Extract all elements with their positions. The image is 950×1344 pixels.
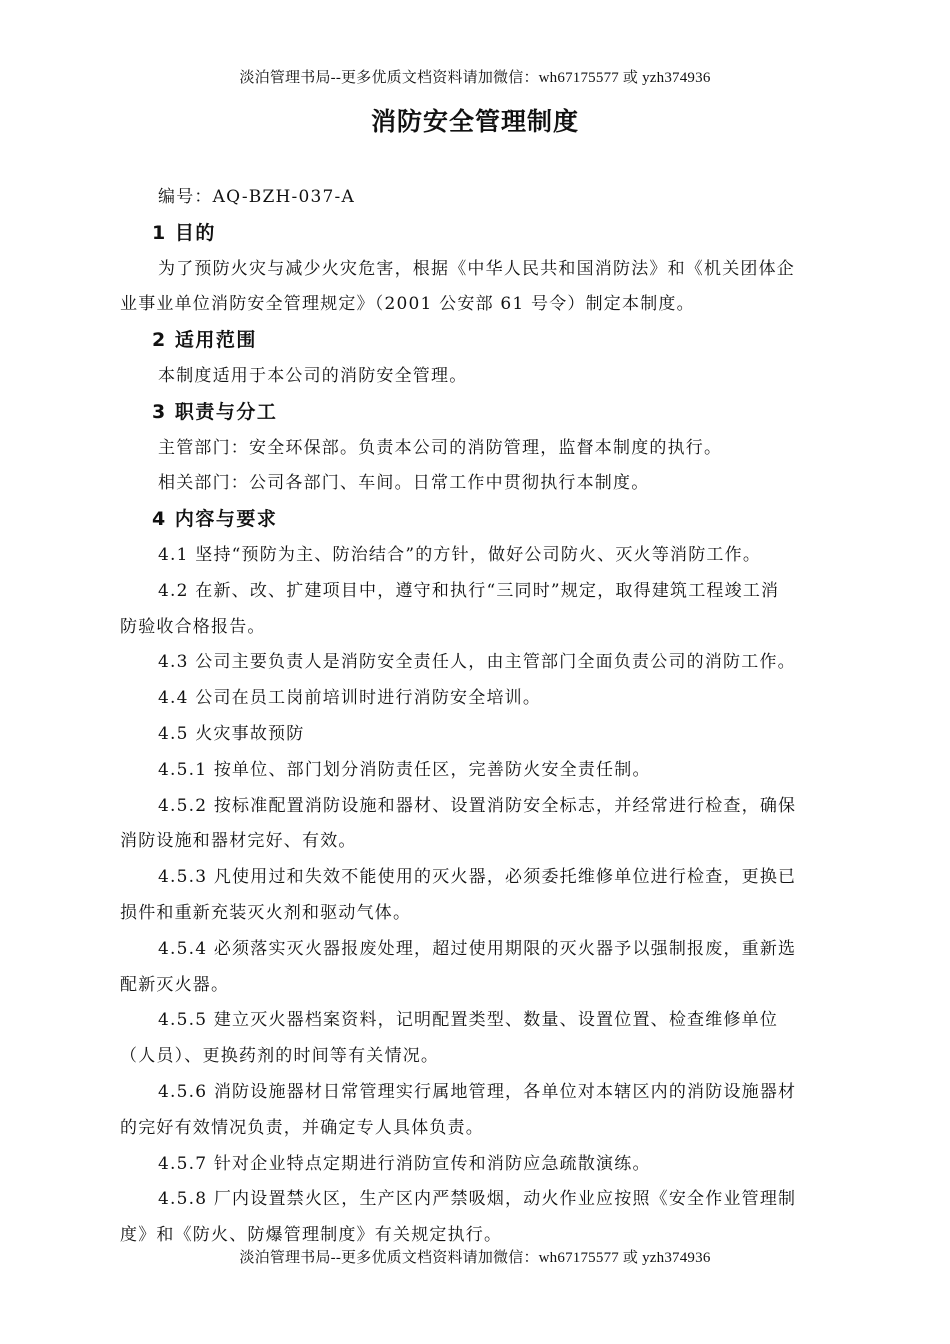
- clause-4-5-8: 4.5.8 厂内设置禁火区，生产区内严禁吸烟，动火作业应按照《安全作业管理制: [158, 1189, 797, 1210]
- clause-4-5-2: 4.5.2 按标准配置消防设施和器材、设置消防安全标志，并经常进行检查，确保: [158, 795, 797, 816]
- document-body: [120, 180, 832, 1254]
- footer-watermark: 淡泊管理书局--更多优质文档资料请加微信：wh67175577 或 yzh374936: [239, 1250, 711, 1266]
- clause-4-5-7: 4.5.7 针对企业特点定期进行消防宣传和消防应急疏散演练。: [158, 1153, 651, 1174]
- header-watermark: 淡泊管理书局--更多优质文档资料请加微信：wh67175577 或 yzh374936: [239, 70, 711, 86]
- paragraph-line: 为了预防火灾与减少火灾危害，根据《中华人民共和国消防法》和《机关团体企: [158, 258, 795, 279]
- paragraph-line: 主管部门：安全环保部。负责本公司的消防管理，监督本制度的执行。: [158, 437, 723, 458]
- clause-4-5-2-cont: 消防设施和器材完好、有效。: [120, 831, 357, 852]
- section-heading-purpose: 1 目的: [152, 221, 216, 244]
- paragraph-line: 业事业单位消防安全管理规定》（2001 公安部 61 号令）制定本制度。: [120, 294, 695, 315]
- clause-4-5-6: 4.5.6 消防设施器材日常管理实行属地管理，各单位对本辖区内的消防设施器材: [158, 1081, 797, 1102]
- clause-4-5-8-cont: 度》和《防火、防爆管理制度》有关规定执行。: [120, 1225, 503, 1246]
- clause-4-5-3-cont: 损件和重新充装灭火剂和驱动气体。: [120, 902, 412, 923]
- clause-4-2-cont: 防验收合格报告。: [120, 616, 266, 637]
- clause-4-5-6-cont: 的完好有效情况负责，并确定专人具体负责。: [120, 1117, 484, 1138]
- section-heading-content: 4 内容与要求: [152, 508, 278, 531]
- clause-4-5-4-cont: 配新灭火器。: [120, 974, 230, 995]
- clause-4-5-3: 4.5.3 凡使用过和失效不能使用的灭火器，必须委托维修单位进行检查，更换已: [158, 867, 797, 888]
- clause-4-1: 4.1 坚持“预防为主、防治结合”的方针，做好公司防火、灭火等消防工作。: [158, 544, 762, 565]
- section-heading-scope: 2 适用范围: [152, 329, 257, 352]
- clause-4-5-4: 4.5.4 必须落实灭火器报废处理，超过使用期限的灭火器予以强制报废，重新选: [158, 938, 797, 959]
- clause-4-3: 4.3 公司主要负责人是消防安全责任人，由主管部门全面负责公司的消防工作。: [158, 652, 796, 673]
- document-title: 消防安全管理制度: [370, 107, 579, 136]
- section-heading-responsibilities: 3 职责与分工: [152, 400, 278, 423]
- paragraph-line: 本制度适用于本公司的消防安全管理。: [158, 365, 468, 386]
- paragraph-line: 相关部门：公司各部门、车间。日常工作中贯彻执行本制度。: [158, 473, 650, 494]
- document-number-text: 编号：AQ-BZH-037-A: [158, 187, 355, 207]
- clause-4-5-5-cont: （人员）、更换药剂的时间等有关情况。: [120, 1046, 440, 1067]
- clause-4-5-5: 4.5.5 建立灭火器档案资料，记明配置类型、数量、设置位置、检查维修单位: [158, 1010, 779, 1031]
- clause-4-5-1: 4.5.1 按单位、部门划分消防责任区，完善防火安全责任制。: [158, 759, 651, 780]
- document-number: [120, 180, 832, 216]
- clause-4-4: 4.4 公司在员工岗前培训时进行消防安全培训。: [158, 688, 542, 709]
- clause-4-2: 4.2 在新、改、扩建项目中，遵守和执行“三同时”规定，取得建筑工程竣工消: [158, 580, 780, 601]
- clause-4-5: 4.5 火灾事故预防: [158, 723, 305, 744]
